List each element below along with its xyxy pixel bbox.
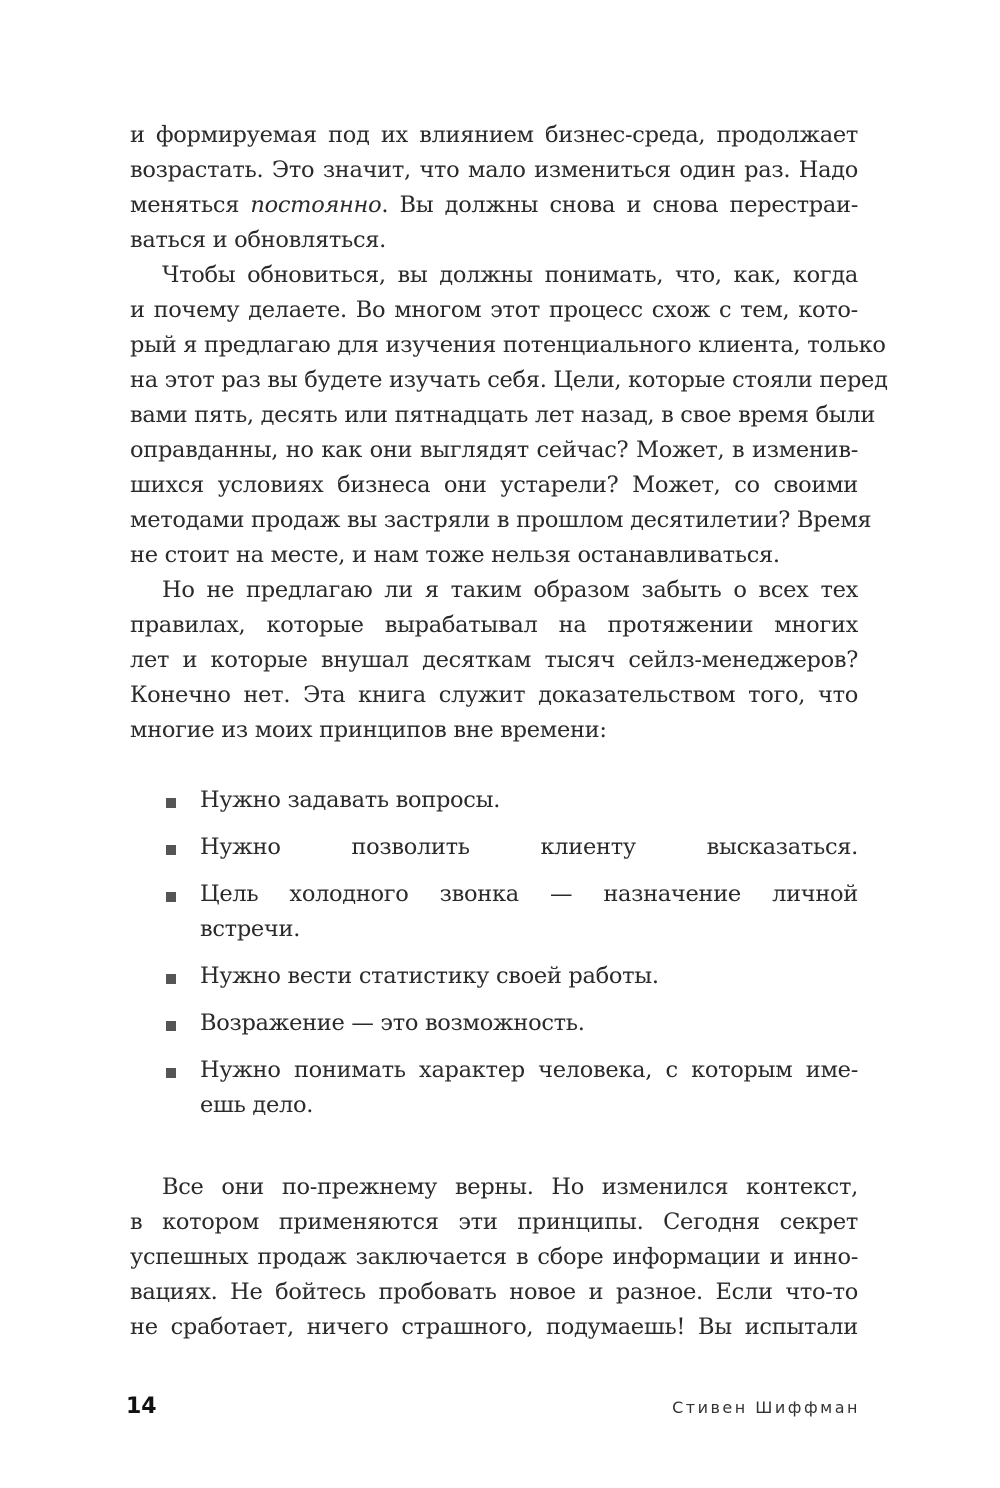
text-line: шихся условиях бизнеса они устарели? Может, со своими [130,472,858,498]
text-line: Нужно вести статистику своей работы. [200,963,659,989]
bullet-item [130,877,858,947]
text-line: встречи. [200,916,301,942]
text-line: вами пять, десять или пятнадцать лет назад, в свое время были [130,402,876,428]
square-bullet-icon [166,974,176,984]
text-line: Цель холодного звонка — назначение личной [200,881,858,907]
bullet-item [130,830,858,865]
text-line: успешных продаж заключается в сборе информации и инно- [130,1244,858,1270]
text-line: правилах, которые вырабатывал на протяжении многих [130,612,858,638]
text-line: не стоит на месте, и нам тоже нельзя останавливаться. [130,542,780,568]
paragraph [130,118,858,258]
text-line: Чтобы обновиться, вы должны понимать, что, как, когда [162,262,858,288]
text-line: и почему делаете. Во многом этот процесс схож с тем, кото- [130,297,858,323]
page-number: 14 [126,1394,157,1419]
text-line: вациях. Не бойтесь пробовать новое и разное. Если что-то [130,1279,858,1305]
square-bullet-icon [166,1068,176,1078]
text-line: Нужно позволить клиенту высказаться. [200,834,858,860]
bullet-item [130,959,858,994]
text-line: в котором применяются эти принципы. Сегодня секрет [130,1209,858,1235]
text-line: возрастать. Это значит, что мало измениться один раз. Надо [130,157,858,183]
square-bullet-icon [166,892,176,902]
closing-paragraph [130,1170,858,1345]
square-bullet-icon [166,798,176,808]
paragraph [130,258,888,573]
square-bullet-icon [166,845,176,855]
text-line: и формируемая под их влиянием бизнес-среда, продолжает [130,122,858,148]
text-line: Нужно задавать вопросы. [200,787,501,813]
square-bullet-icon [166,1021,176,1031]
text-line: не сработает, ничего страшного, подумаешь! Вы испытали [130,1314,858,1340]
text-line: Нужно понимать характер человека, с которым име- [200,1057,858,1083]
page-footer [126,1394,860,1424]
running-head-author: Стивен Шиффман [672,1398,860,1417]
text-line: Все они по-прежнему верны. Но изменился контекст, [162,1174,858,1200]
page-body [130,118,888,1345]
text-line: ешь дело. [200,1092,314,1118]
text-line: рый я предлагаю для изучения потенциального клиента, только [130,332,886,358]
text-line: лет и которые внушал десяткам тысяч сейлз-менеджеров? [130,647,858,673]
bullet-item [130,783,858,818]
text-line: Но не предлагаю ли я таким образом забыть о всех тех [162,577,858,603]
text-line: на этот раз вы будете изучать себя. Цели, которые стояли перед [130,367,888,393]
bullet-list [130,783,858,1123]
paragraphs [130,118,888,748]
text-line: меняться постоянно. Вы должны снова и снова перестраи- [130,192,859,218]
text-line: Возражение — это возможность. [200,1010,585,1036]
paragraph [130,573,858,748]
text-line: оправданны, но как они выглядят сейчас? Может, в изменив- [130,437,858,463]
text-line: ваться и обновляться. [130,227,387,253]
text-line: многие из моих принципов вне времени: [130,717,607,743]
bullet-item [130,1006,858,1041]
text-line: методами продаж вы застряли в прошлом десятилетии? Время [130,507,872,533]
bullet-item [130,1053,858,1123]
text-line: Конечно нет. Эта книга служит доказательством того, что [130,682,858,708]
